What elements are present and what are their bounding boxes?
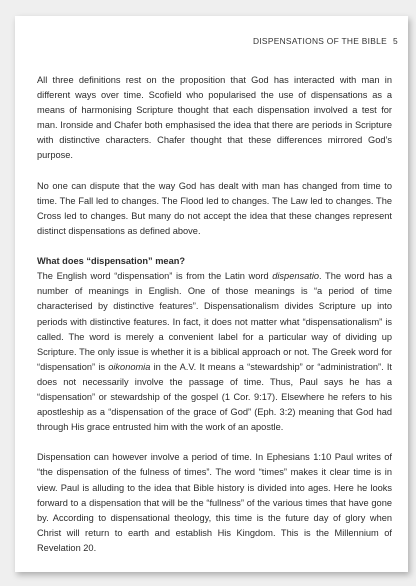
running-head <box>253 36 398 46</box>
paragraph-3 <box>37 269 392 435</box>
paragraph-3-part-b: . The word has a number of meanings in English. One of those meanings is “a period of time characterised by distinctive features”. Dispensationalism divides Scripture up into periods with distinctive features. In fact, it does not matter what “dispensationalism” is called. The word is merely a convenient label for a particular way of dividing up Scripture. The only issue is whether it is a biblical approach or not. The Greek word for “dispensation” is <box>37 271 392 372</box>
section-heading: What does “dispensation” mean? <box>37 256 186 267</box>
paragraph-3-part-a: The English word “dispensation” is from the Latin word <box>37 271 273 282</box>
paragraph-1: All three definitions rest on the proposition that God has interacted with man in different ways over time. Scofield who popularised the use of dispensations as a means of harmonising Scripture thought that each dispensation involved a test for man. Ironside and Chafer both emphasised the idea that there are periods in Scripture with distinctive characters. Chafer thought that these differences mirrored God’s purpose. <box>37 75 392 161</box>
greek-term: oikonomia <box>108 361 151 372</box>
paragraph-2: No one can dispute that the way God has dealt with man has changed from time to time. The Fall led to changes. The Flood led to changes. The Law led to changes. The Cross led to changes. But many do not accept the idea that these changes represent distinct dispensations as defined above. <box>37 180 392 236</box>
running-title: DISPENSATIONS OF THE BIBLE <box>252 36 388 46</box>
book-page <box>15 16 408 572</box>
paragraph-4: Dispensation can however involve a period of time. In Ephesians 1:10 Paul writes of “the dispensation of the fulness of times”. The word “times” makes it clear time is in view. Paul is alluding to the idea that Bible history is divided into ages. Here he looks forward to a dispensation that will be the “fullness” of the various times that have gone by. According to dispensational theology, this time is the future day of glory when Christ will return to earth and establish His Kingdom. This is the Millennium of Revelation 20. <box>37 452 392 553</box>
paragraph-3-part-c: in the A.V. It means a “stewardship” or “administration”. It does not necessarily involve the passage of time. Thus, Paul says he has a “dispensation” or stewardship of the gospel (1 Cor. 9:17). Elsewhere he refers to his apostleship as a “dispensation of the grace of God” (Eph. 3:2) meaning that God had through His grace entrusted him with the work of an apostle. <box>37 361 392 433</box>
latin-term: dispensatio <box>272 271 320 282</box>
page-number: 5 <box>393 36 398 46</box>
body-text <box>37 73 392 571</box>
